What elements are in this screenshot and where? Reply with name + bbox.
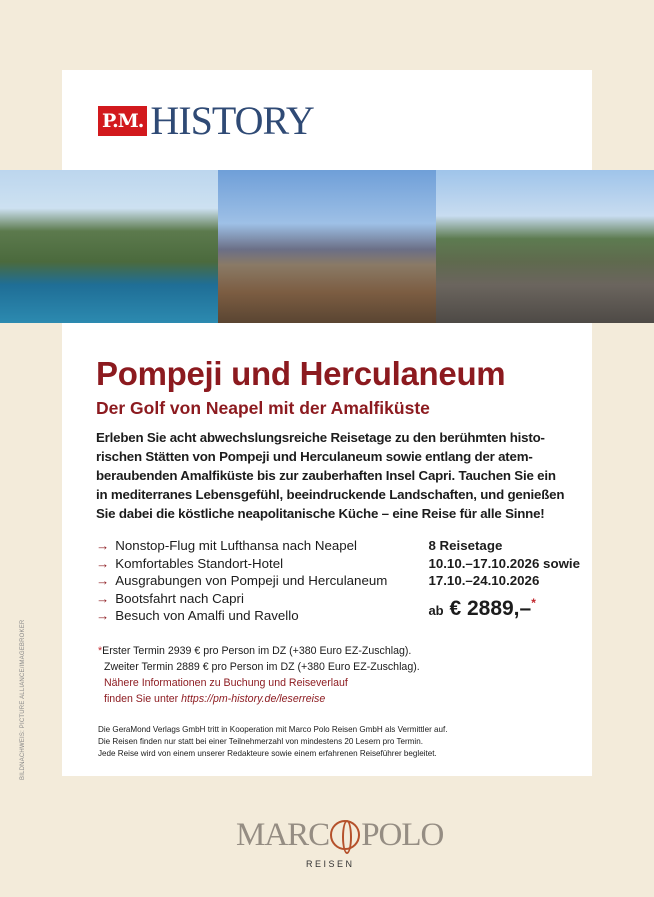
arrow-icon: → <box>96 555 110 571</box>
arrow-icon: → <box>96 573 110 588</box>
trip-date-2: 17.10.–24.10.2026 <box>428 573 540 588</box>
intro-line: in mediterranes Lebensgefühl, beeindruckende Landschaften, und genießen <box>96 487 565 502</box>
logo-polo: POLO <box>361 816 444 853</box>
list-item-label: Nonstop-Flug mit Lufthansa nach Neapel <box>115 538 357 553</box>
photo-herculaneum-ruins <box>436 170 654 323</box>
photo-credit: BILDNACHWEIS: PICTURE ALLIANCE/IMAGEBROKER <box>20 619 26 780</box>
list-item <box>96 537 387 555</box>
footnote-line: Nähere Informationen zu Buchung und Reiseverlauf <box>104 677 348 690</box>
page-title: Pompeji und Herculaneum <box>96 355 506 392</box>
features-and-info <box>96 537 580 625</box>
list-item <box>96 555 387 573</box>
trip-days: 8 Reisetage <box>428 538 503 553</box>
fine-print-line: Die GeraMond Verlags GmbH tritt in Kooperation mit Marco Polo Reisen GmbH als Vermittler auf. <box>98 724 448 734</box>
intro-text <box>96 428 580 523</box>
footnote-line: Zweiter Termin 2889 € pro Person im DZ (+380 Euro EZ-Zuschlag). <box>104 660 420 673</box>
trip-price <box>428 590 580 624</box>
arrow-icon: → <box>96 590 110 606</box>
photo-capri-coast <box>0 170 218 323</box>
arrow-icon: → <box>96 538 110 553</box>
trip-info <box>416 537 580 625</box>
intro-line: Erleben Sie acht abwechslungsreiche Reisetage zu den berühmten histo- <box>96 430 545 445</box>
intro-line: rischen Stätten von Pompeji und Herculaneum sowie entlang der atem- <box>96 449 533 464</box>
list-item-label: Ausgrabungen von Pompeji und Herculaneum <box>115 573 388 588</box>
price-value: € 2889,– <box>449 596 532 620</box>
logo-reisen: REISEN <box>306 858 355 869</box>
history-logo-text: HISTORY <box>150 98 314 143</box>
pm-logo-badge: P.M. <box>98 106 147 136</box>
intro-line: beraubenden Amalfiküste bis zur zauberhaften Insel Capri. Tauchen Sie ein <box>96 468 556 483</box>
footnote-asterisk: * <box>98 644 103 657</box>
arrow-icon: → <box>96 608 110 623</box>
price-prefix: ab <box>428 602 444 618</box>
logo-marco: MARC <box>236 816 330 853</box>
price-asterisk: * <box>531 595 536 610</box>
marco-polo-logo <box>236 817 443 854</box>
fine-print <box>98 724 580 760</box>
fine-print-line: Die Reisen finden nur statt bei einer Teilnehmerzahl von mindestens 20 Lesern pro Termin. <box>98 736 423 746</box>
intro-line: Sie dabei die köstliche neapolitanische Küche – eine Reise für alle Sinne! <box>96 506 545 521</box>
list-item-label: Bootsfahrt nach Capri <box>115 590 244 606</box>
feature-list <box>96 537 387 625</box>
footnote-line: finden Sie unter <box>104 693 182 706</box>
partner-logo-area <box>0 817 654 877</box>
globe-icon <box>330 820 360 850</box>
list-item <box>96 590 387 608</box>
pm-history-logo <box>98 98 314 143</box>
photo-pompeii-vesuvius <box>218 170 436 323</box>
page-subtitle: Der Golf von Neapel mit der Amalfiküste <box>96 398 430 418</box>
fine-print-line: Jede Reise wird von einem unserer Redakteure sowie einem erfahrenen Reiseführer begleitet. <box>98 748 437 758</box>
list-item-label: Komfortables Standort-Hotel <box>115 555 284 571</box>
price-footnote <box>98 643 580 708</box>
ad-panel <box>62 70 592 776</box>
list-item <box>96 572 387 590</box>
trip-date-1: 10.10.–17.10.2026 sowie <box>428 555 580 571</box>
footnote-line: Erster Termin 2939 € pro Person im DZ (+380 Euro EZ-Zuschlag). <box>102 644 412 657</box>
list-item-label: Besuch von Amalfi und Ravello <box>115 608 299 623</box>
list-item <box>96 607 387 625</box>
photo-strip <box>0 170 654 323</box>
leserreise-link[interactable]: https://pm-history.de/leserreise <box>181 693 326 706</box>
